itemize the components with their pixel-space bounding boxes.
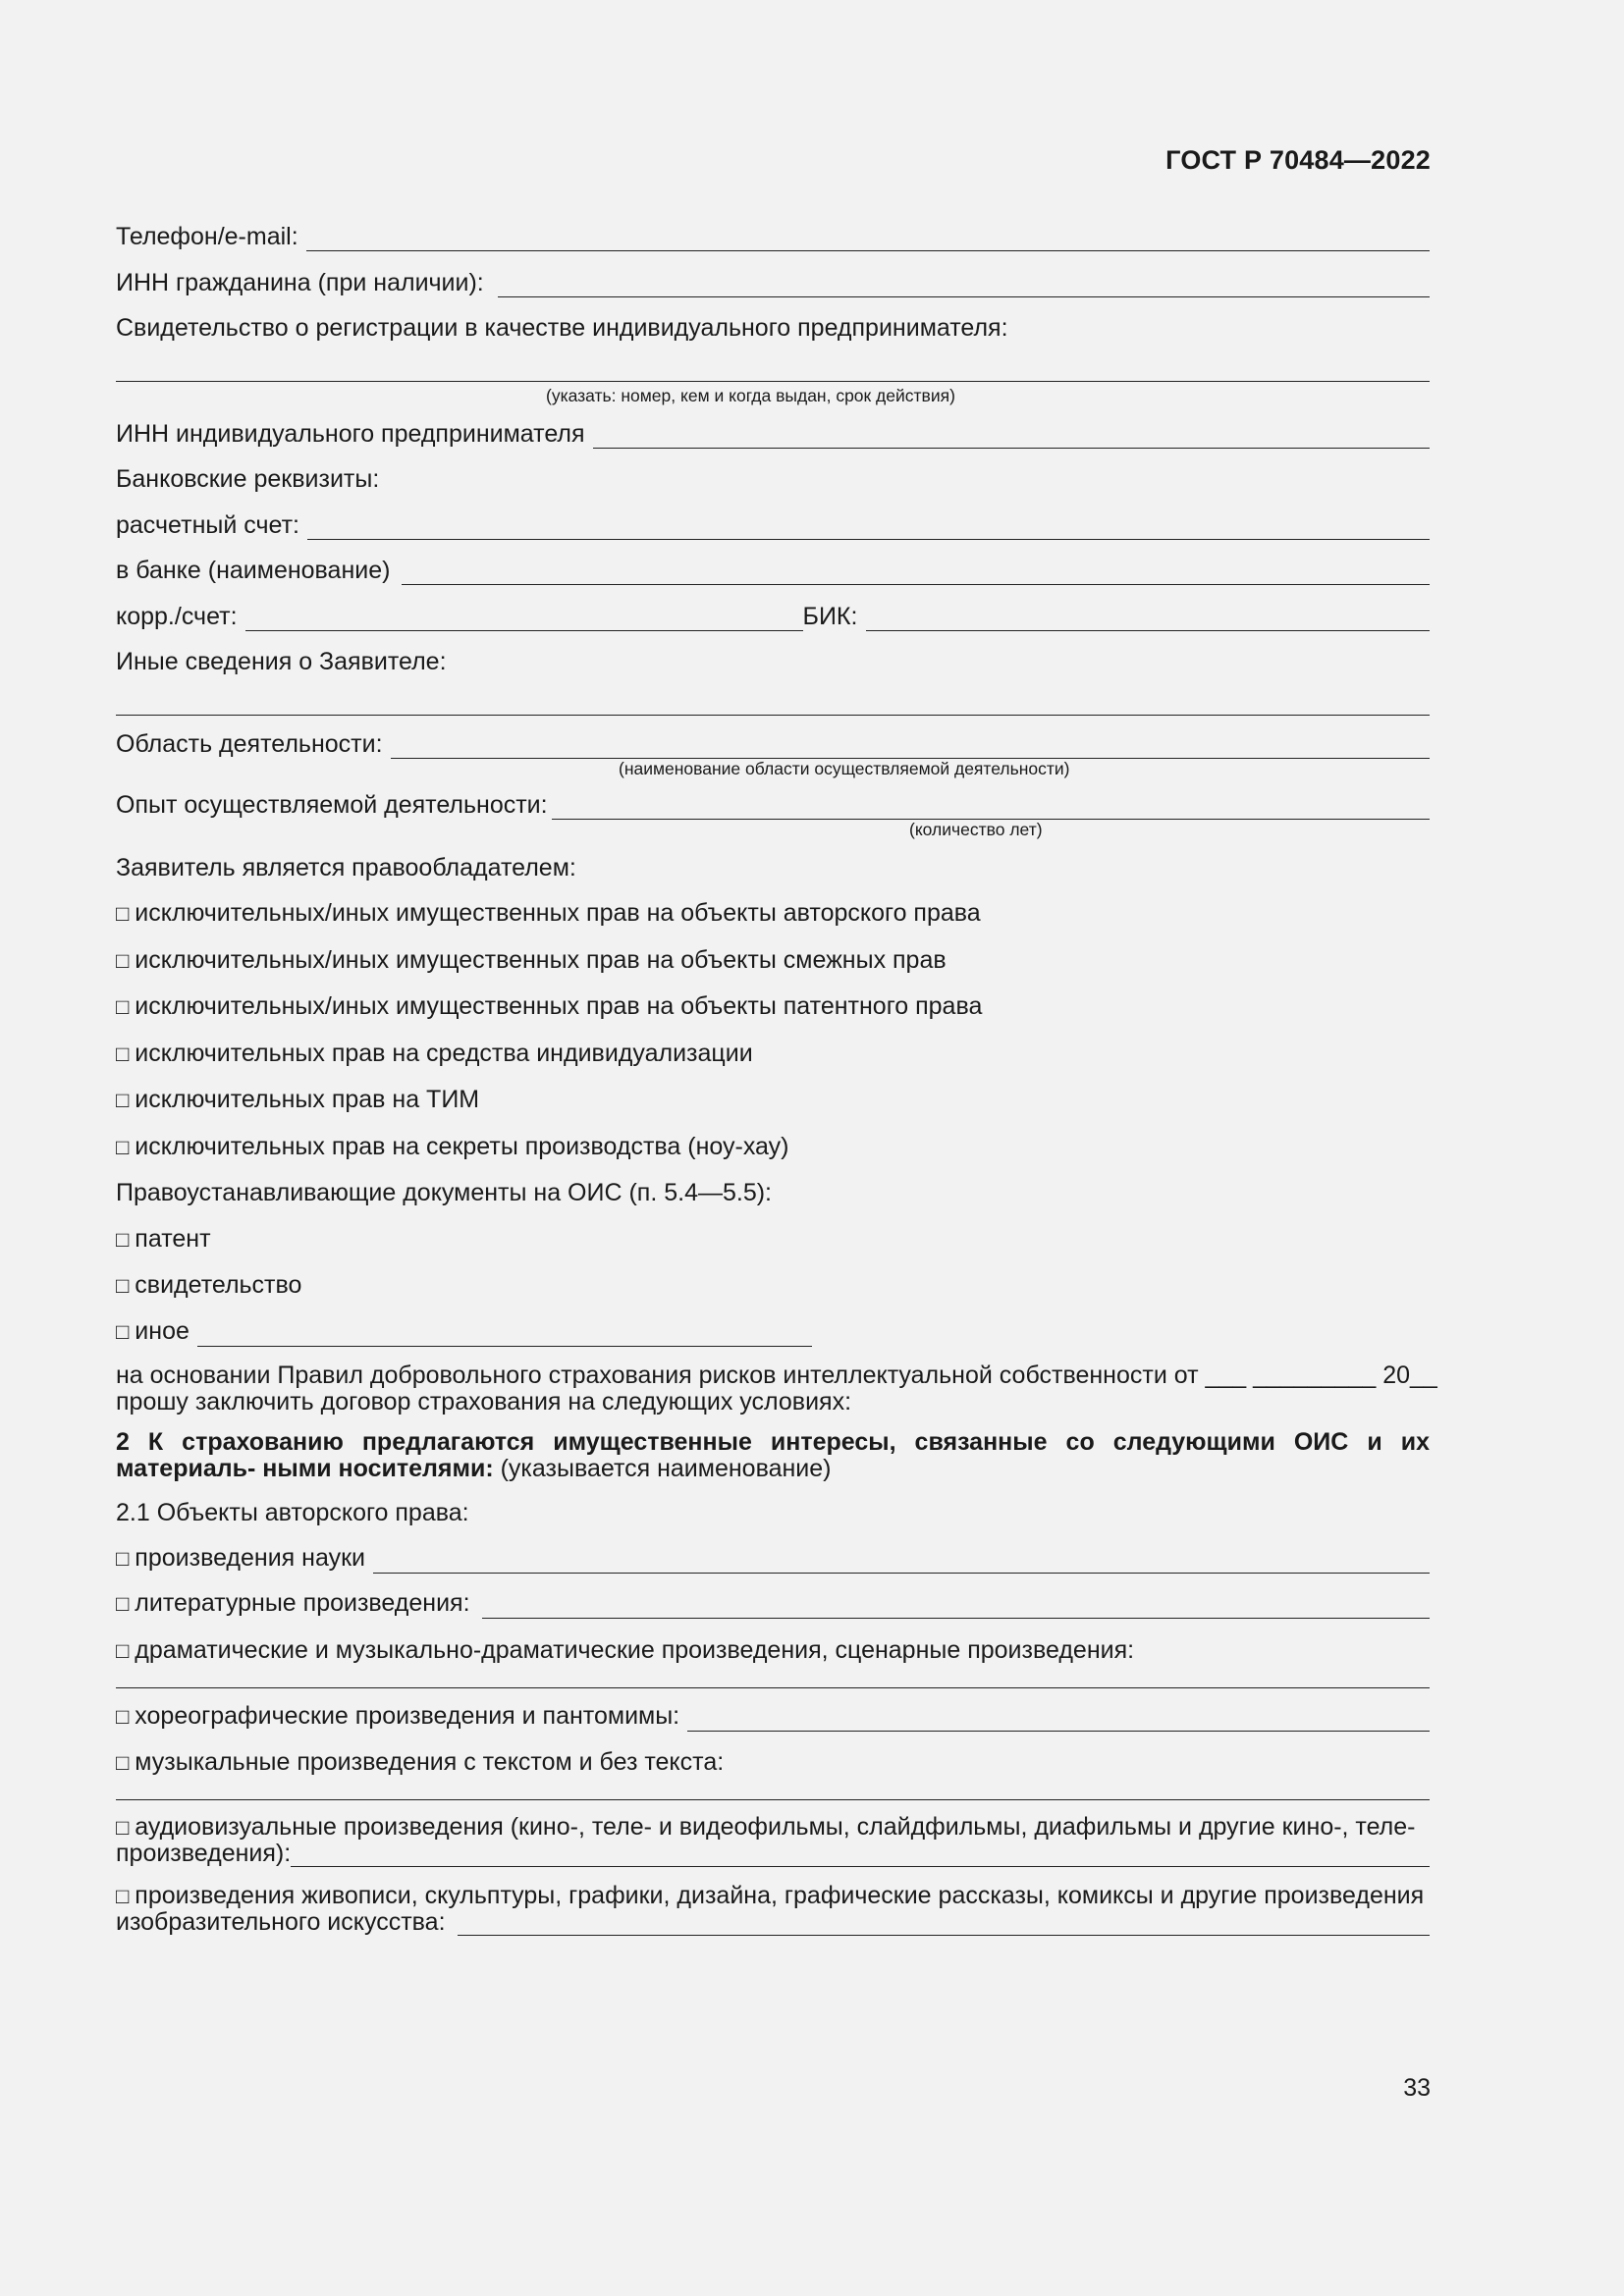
right-item-6[interactable]: □ исключительных прав на секреты производства (ноу-хау) xyxy=(116,1132,789,1160)
certificate-label: Свидетельство о регистрации в качестве индивидуального предпринимателя: xyxy=(116,314,1008,342)
basis-line-1: на основании Правил добровольного страхования рисков интеллектуальной собственности от ___ _________ 20__ xyxy=(116,1362,1437,1389)
right-item-1[interactable]: □ исключительных/иных имущественных прав на объекты авторского права xyxy=(116,899,981,927)
certificate-caption: (указать: номер, кем и когда выдан, срок действия) xyxy=(546,385,955,405)
inn-ip-field[interactable] xyxy=(593,424,1430,449)
account-field[interactable] xyxy=(307,515,1430,540)
work-art-row xyxy=(116,1883,1430,1936)
work-art-field[interactable] xyxy=(458,1913,1430,1936)
work-literary-row xyxy=(116,1589,1430,1619)
account-label: расчетный счет: xyxy=(116,510,299,539)
corr-field[interactable] xyxy=(245,607,803,631)
bik-field[interactable] xyxy=(866,607,1430,631)
work-music-label: музыкальные произведения с текстом и без текста: xyxy=(135,1748,725,1776)
phone-field[interactable] xyxy=(306,227,1430,251)
work-science-row xyxy=(116,1544,1430,1574)
checkbox-icon[interactable]: □ xyxy=(116,1226,130,1252)
work-science-label: произведения науки xyxy=(135,1543,366,1572)
right-item-2[interactable]: □ исключительных/иных имущественных прав на объекты смежных прав xyxy=(116,945,947,974)
bank-name-row xyxy=(116,556,1430,585)
work-dramatic-label: драматические и музыкально-драматические произведения, сценарные произведения: xyxy=(135,1635,1135,1664)
bik-label: БИК: xyxy=(802,602,858,630)
checkbox-icon[interactable]: □ xyxy=(116,901,130,926)
work-science-field[interactable] xyxy=(373,1549,1430,1574)
checkbox-icon[interactable]: □ xyxy=(116,1273,130,1298)
work-dramatic-field[interactable] xyxy=(116,1666,1430,1688)
inn-ip-row xyxy=(116,419,1430,449)
work-av-field[interactable] xyxy=(291,1844,1430,1867)
right-item-4[interactable]: □ исключительных прав на средства индивидуализации xyxy=(116,1039,753,1067)
standard-number: ГОСТ Р 70484—2022 xyxy=(1165,145,1431,175)
doc-item-patent[interactable]: □ патент xyxy=(116,1224,211,1253)
work-literary-label: литературные произведения: xyxy=(135,1589,470,1617)
checkbox-icon[interactable]: □ xyxy=(116,1637,130,1663)
inn-ip-label: ИНН индивидуального предпринимателя xyxy=(116,419,585,448)
form-content xyxy=(116,222,1437,1936)
activity-caption: (наименование области осуществляемой деятельности) xyxy=(619,758,1070,778)
work-choreo-field[interactable] xyxy=(687,1707,1430,1732)
checkbox-icon[interactable]: □ xyxy=(116,1750,130,1775)
bank-name-field[interactable] xyxy=(402,561,1430,585)
work-dramatic-row xyxy=(116,1635,1430,1666)
experience-label: Опыт осуществляемой деятельности: xyxy=(116,790,548,819)
checkbox-icon[interactable]: □ xyxy=(116,994,130,1019)
work-choreo-row xyxy=(116,1702,1430,1732)
checkbox-icon[interactable]: □ xyxy=(116,1545,130,1571)
activity-row xyxy=(116,729,1430,759)
corr-label: корр./счет: xyxy=(116,602,238,630)
docs-title: Правоустанавливающие документы на ОИС (п. 5.4—5.5): xyxy=(116,1179,772,1206)
corr-row xyxy=(116,602,1430,631)
checkbox-icon[interactable]: □ xyxy=(116,1591,130,1616)
other-info-label: Иные сведения о Заявителе: xyxy=(116,648,447,675)
basis-paragraph xyxy=(116,1362,1437,1415)
experience-field[interactable] xyxy=(552,795,1430,820)
work-music-field[interactable] xyxy=(116,1778,1430,1800)
work-av-row xyxy=(116,1814,1430,1867)
doc-item-other: □ иное xyxy=(116,1317,1430,1347)
doc-item-certificate[interactable]: □ свидетельство xyxy=(116,1271,302,1299)
checkbox-icon[interactable]: □ xyxy=(116,1884,130,1908)
right-item-5[interactable]: □ исключительных прав на ТИМ xyxy=(116,1086,480,1113)
work-av-label-1: аудиовизуальные произведения (кино-, теле- и видеофильмы, слайдфильмы, диафильмы и другие кино-, теле- xyxy=(135,1813,1416,1841)
phone-label: Телефон/e-mail: xyxy=(116,223,298,250)
right-item-3[interactable]: □ исключительных/иных имущественных прав на объекты патентного права xyxy=(116,992,983,1020)
basis-line-2: прошу заключить договор страхования на следующих условиях: xyxy=(116,1388,852,1415)
page-number: 33 xyxy=(1403,2074,1431,2102)
checkbox-icon[interactable]: □ xyxy=(116,1318,130,1344)
other-info-field[interactable] xyxy=(116,693,1430,716)
section-2-heading xyxy=(116,1429,1430,1482)
activity-field[interactable] xyxy=(391,734,1430,759)
phone-row xyxy=(116,222,1430,251)
checkbox-icon[interactable]: □ xyxy=(116,1088,130,1112)
inn-citizen-field[interactable] xyxy=(498,273,1430,297)
checkbox-icon[interactable]: □ xyxy=(116,1041,130,1066)
work-literary-field[interactable] xyxy=(482,1594,1430,1619)
section-2-1-title: 2.1 Объекты авторского права: xyxy=(116,1499,469,1526)
work-art-label-2: изобразительного искусства: xyxy=(116,1908,446,1936)
inn-citizen-row xyxy=(116,268,1430,297)
certificate-field[interactable] xyxy=(116,359,1430,382)
bank-details-label: Банковские реквизиты: xyxy=(116,465,380,493)
bank-name-label: в банке (наименование) xyxy=(116,557,391,584)
checkbox-icon[interactable]: □ xyxy=(116,1703,130,1729)
checkbox-icon[interactable]: □ xyxy=(116,1815,130,1840)
activity-label: Область деятельности: xyxy=(116,729,383,758)
work-choreo-label: хореографические произведения и пантомимы: xyxy=(135,1701,680,1730)
checkbox-icon[interactable]: □ xyxy=(116,947,130,973)
experience-row xyxy=(116,790,1430,820)
account-row xyxy=(116,510,1430,540)
work-art-label-1: произведения живописи, скульптуры, графики, дизайна, графические рассказы, комиксы и другие произведения xyxy=(135,1882,1425,1909)
experience-caption: (количество лет) xyxy=(909,819,1043,839)
checkbox-icon[interactable]: □ xyxy=(116,1134,130,1159)
doc-other-field[interactable] xyxy=(197,1322,812,1347)
section-2-bold: 2 К страхованию предлагаются имущественные интересы, связанные со следующими ОИС и их материаль- ными носителями: xyxy=(116,1428,1430,1482)
inn-citizen-label: ИНН гражданина (при наличии): xyxy=(116,268,484,296)
section-2-note: (указывается наименование) xyxy=(493,1455,832,1482)
work-music-row xyxy=(116,1747,1430,1778)
rightholder-label: Заявитель является правообладателем: xyxy=(116,853,576,881)
work-av-label-2: произведения): xyxy=(116,1840,292,1867)
